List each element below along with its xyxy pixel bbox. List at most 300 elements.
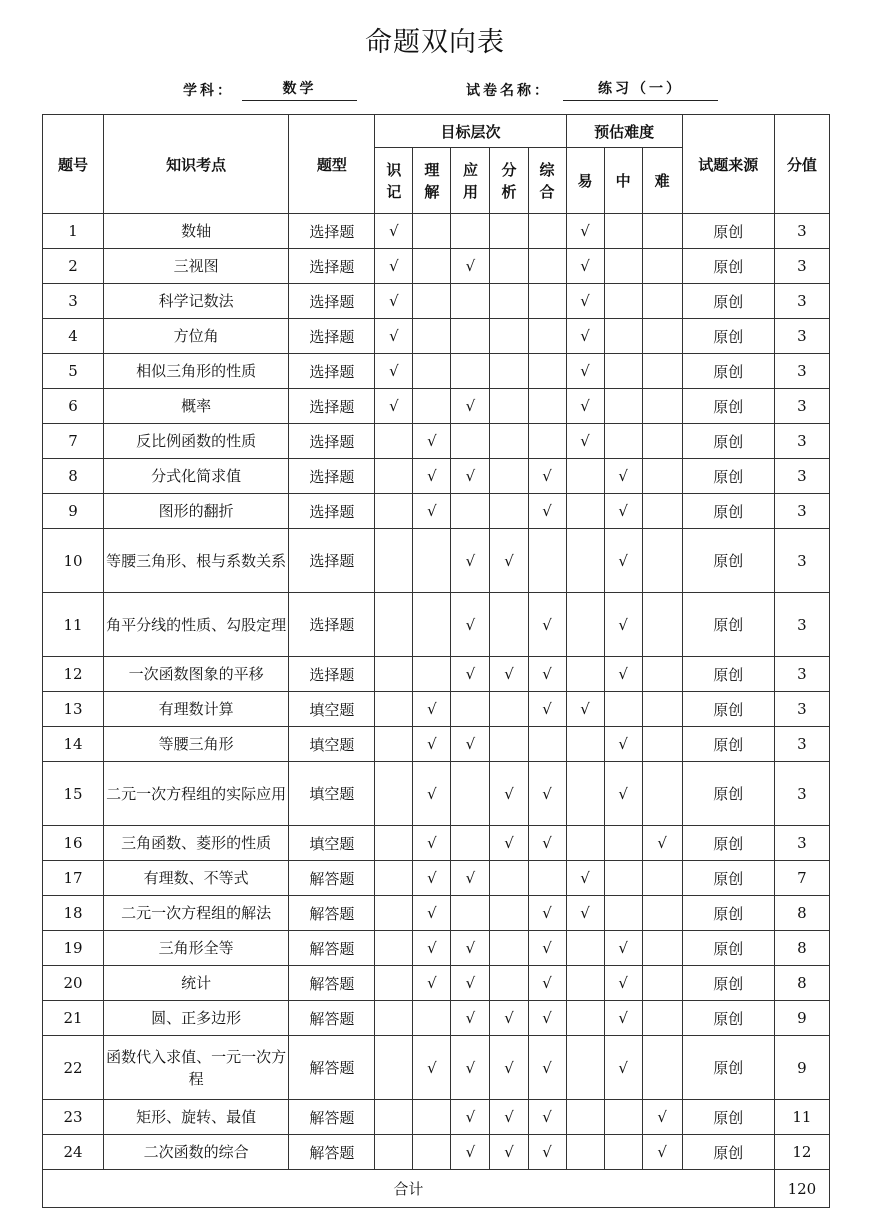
question-type: 填空题 bbox=[289, 762, 375, 826]
level-check-1 bbox=[413, 1135, 451, 1170]
question-score: 3 bbox=[774, 249, 829, 284]
level-check-3 bbox=[490, 861, 528, 896]
level-check-4: √ bbox=[528, 494, 566, 529]
knowledge-point: 等腰三角形 bbox=[104, 727, 289, 762]
difficulty-check-0 bbox=[566, 494, 604, 529]
difficulty-check-2 bbox=[642, 931, 682, 966]
level-check-4: √ bbox=[528, 692, 566, 727]
level-check-3 bbox=[490, 319, 528, 354]
difficulty-check-1: √ bbox=[604, 727, 642, 762]
difficulty-check-0: √ bbox=[566, 389, 604, 424]
level-check-4 bbox=[528, 529, 566, 593]
question-number: 18 bbox=[43, 896, 104, 931]
level-check-2: √ bbox=[451, 1100, 490, 1135]
level-check-4: √ bbox=[528, 762, 566, 826]
question-source: 原创 bbox=[682, 826, 774, 861]
table-row bbox=[43, 319, 830, 354]
question-number: 21 bbox=[43, 1001, 104, 1036]
knowledge-point: 三角函数、菱形的性质 bbox=[104, 826, 289, 861]
level-check-4 bbox=[528, 354, 566, 389]
difficulty-check-2 bbox=[642, 529, 682, 593]
difficulty-check-2 bbox=[642, 896, 682, 931]
level-check-1: √ bbox=[413, 424, 451, 459]
question-type: 解答题 bbox=[289, 1135, 375, 1170]
level-check-2 bbox=[451, 826, 490, 861]
difficulty-check-0 bbox=[566, 826, 604, 861]
level-check-3 bbox=[490, 459, 528, 494]
difficulty-check-1 bbox=[604, 424, 642, 459]
difficulty-check-1 bbox=[604, 861, 642, 896]
question-number: 23 bbox=[43, 1100, 104, 1135]
table-row bbox=[43, 692, 830, 727]
difficulty-check-0 bbox=[566, 1001, 604, 1036]
level-check-2: √ bbox=[451, 727, 490, 762]
subject-label: 学科： bbox=[183, 83, 234, 99]
level-check-0 bbox=[375, 494, 413, 529]
table-row bbox=[43, 593, 830, 657]
question-source: 原创 bbox=[682, 389, 774, 424]
level-check-1: √ bbox=[413, 931, 451, 966]
question-number: 7 bbox=[43, 424, 104, 459]
question-source: 原创 bbox=[682, 1001, 774, 1036]
level-check-3 bbox=[490, 931, 528, 966]
level-check-1 bbox=[413, 389, 451, 424]
level-check-0: √ bbox=[375, 249, 413, 284]
difficulty-check-0: √ bbox=[566, 692, 604, 727]
table-row bbox=[43, 826, 830, 861]
level-check-2: √ bbox=[451, 1001, 490, 1036]
question-number: 24 bbox=[43, 1135, 104, 1170]
question-type: 选择题 bbox=[289, 657, 375, 692]
difficulty-check-0: √ bbox=[566, 214, 604, 249]
difficulty-check-0: √ bbox=[566, 861, 604, 896]
question-type: 选择题 bbox=[289, 214, 375, 249]
header-row-1 bbox=[43, 115, 830, 148]
question-score: 3 bbox=[774, 284, 829, 319]
question-type: 选择题 bbox=[289, 249, 375, 284]
level-check-0 bbox=[375, 424, 413, 459]
question-type: 解答题 bbox=[289, 931, 375, 966]
difficulty-check-0: √ bbox=[566, 424, 604, 459]
header-knowledge: 知识考点 bbox=[104, 115, 289, 214]
question-score: 3 bbox=[774, 657, 829, 692]
level-check-1 bbox=[413, 249, 451, 284]
knowledge-point: 有理数计算 bbox=[104, 692, 289, 727]
level-check-4: √ bbox=[528, 1036, 566, 1100]
difficulty-check-1: √ bbox=[604, 494, 642, 529]
level-check-2: √ bbox=[451, 459, 490, 494]
question-number: 3 bbox=[43, 284, 104, 319]
level-check-0 bbox=[375, 459, 413, 494]
knowledge-point: 有理数、不等式 bbox=[104, 861, 289, 896]
level-check-4: √ bbox=[528, 1100, 566, 1135]
level-check-4: √ bbox=[528, 459, 566, 494]
knowledge-point: 数轴 bbox=[104, 214, 289, 249]
difficulty-check-1 bbox=[604, 896, 642, 931]
difficulty-check-0 bbox=[566, 966, 604, 1001]
difficulty-check-2 bbox=[642, 657, 682, 692]
level-check-3 bbox=[490, 424, 528, 459]
question-number: 13 bbox=[43, 692, 104, 727]
knowledge-point: 方位角 bbox=[104, 319, 289, 354]
level-check-2: √ bbox=[451, 1135, 490, 1170]
level-check-1: √ bbox=[413, 1036, 451, 1100]
difficulty-check-2 bbox=[642, 389, 682, 424]
level-check-3: √ bbox=[490, 762, 528, 826]
question-type: 解答题 bbox=[289, 896, 375, 931]
level-check-3 bbox=[490, 214, 528, 249]
header-num: 题号 bbox=[43, 115, 104, 214]
level-check-2: √ bbox=[451, 593, 490, 657]
level-check-2 bbox=[451, 762, 490, 826]
level-check-0 bbox=[375, 966, 413, 1001]
level-check-3 bbox=[490, 284, 528, 319]
level-check-2 bbox=[451, 692, 490, 727]
level-check-1 bbox=[413, 1100, 451, 1135]
question-source: 原创 bbox=[682, 1036, 774, 1100]
question-score: 3 bbox=[774, 424, 829, 459]
question-type: 选择题 bbox=[289, 593, 375, 657]
difficulty-check-1: √ bbox=[604, 1001, 642, 1036]
difficulty-check-1: √ bbox=[604, 931, 642, 966]
question-type: 选择题 bbox=[289, 424, 375, 459]
question-type: 选择题 bbox=[289, 354, 375, 389]
difficulty-check-2 bbox=[642, 1001, 682, 1036]
level-check-1 bbox=[413, 284, 451, 319]
knowledge-point: 角平分线的性质、勾股定理 bbox=[104, 593, 289, 657]
level-check-2: √ bbox=[451, 389, 490, 424]
table-row bbox=[43, 249, 830, 284]
difficulty-check-2 bbox=[642, 692, 682, 727]
header-diff-hard: 难 bbox=[642, 148, 682, 214]
level-check-1: √ bbox=[413, 966, 451, 1001]
difficulty-check-2 bbox=[642, 762, 682, 826]
knowledge-point: 等腰三角形、根与系数关系 bbox=[104, 529, 289, 593]
question-number: 22 bbox=[43, 1036, 104, 1100]
level-check-2: √ bbox=[451, 966, 490, 1001]
level-check-2: √ bbox=[451, 657, 490, 692]
difficulty-check-2 bbox=[642, 284, 682, 319]
level-check-3 bbox=[490, 896, 528, 931]
level-check-0 bbox=[375, 1001, 413, 1036]
difficulty-check-1 bbox=[604, 389, 642, 424]
question-score: 3 bbox=[774, 826, 829, 861]
question-type: 填空题 bbox=[289, 727, 375, 762]
difficulty-check-1: √ bbox=[604, 657, 642, 692]
page-title: 命题双向表 bbox=[365, 27, 505, 58]
level-check-4 bbox=[528, 861, 566, 896]
question-number: 14 bbox=[43, 727, 104, 762]
question-number: 2 bbox=[43, 249, 104, 284]
table-row bbox=[43, 931, 830, 966]
difficulty-check-2: √ bbox=[642, 1135, 682, 1170]
level-check-0 bbox=[375, 762, 413, 826]
table-row bbox=[43, 459, 830, 494]
difficulty-check-1: √ bbox=[604, 529, 642, 593]
difficulty-check-2 bbox=[642, 966, 682, 1001]
header-source: 试题来源 bbox=[682, 115, 774, 214]
level-check-4: √ bbox=[528, 931, 566, 966]
question-type: 选择题 bbox=[289, 284, 375, 319]
table-row bbox=[43, 494, 830, 529]
level-check-3 bbox=[490, 494, 528, 529]
question-score: 9 bbox=[774, 1001, 829, 1036]
difficulty-check-2: √ bbox=[642, 1100, 682, 1135]
question-source: 原创 bbox=[682, 966, 774, 1001]
difficulty-check-1 bbox=[604, 249, 642, 284]
difficulty-check-1 bbox=[604, 692, 642, 727]
question-score: 3 bbox=[774, 727, 829, 762]
level-check-3: √ bbox=[490, 1001, 528, 1036]
level-check-0: √ bbox=[375, 214, 413, 249]
knowledge-point: 概率 bbox=[104, 389, 289, 424]
knowledge-point: 矩形、旋转、最值 bbox=[104, 1100, 289, 1135]
table-body bbox=[43, 214, 830, 1170]
difficulty-check-0 bbox=[566, 657, 604, 692]
table-row bbox=[43, 861, 830, 896]
level-check-0: √ bbox=[375, 389, 413, 424]
difficulty-check-1: √ bbox=[604, 459, 642, 494]
question-source: 原创 bbox=[682, 762, 774, 826]
level-check-0 bbox=[375, 1100, 413, 1135]
level-check-3 bbox=[490, 389, 528, 424]
knowledge-point: 反比例函数的性质 bbox=[104, 424, 289, 459]
table-row bbox=[43, 966, 830, 1001]
table-row bbox=[43, 354, 830, 389]
level-check-0: √ bbox=[375, 354, 413, 389]
question-score: 3 bbox=[774, 459, 829, 494]
difficulty-check-2 bbox=[642, 861, 682, 896]
question-number: 6 bbox=[43, 389, 104, 424]
difficulty-check-0: √ bbox=[566, 249, 604, 284]
question-number: 8 bbox=[43, 459, 104, 494]
question-source: 原创 bbox=[682, 657, 774, 692]
level-check-2 bbox=[451, 284, 490, 319]
total-score: 120 bbox=[774, 1170, 829, 1208]
header-level-memorize: 识记 bbox=[375, 148, 413, 214]
level-check-2: √ bbox=[451, 931, 490, 966]
question-type: 解答题 bbox=[289, 1100, 375, 1135]
difficulty-check-0 bbox=[566, 1100, 604, 1135]
question-source: 原创 bbox=[682, 727, 774, 762]
level-check-2 bbox=[451, 494, 490, 529]
question-number: 1 bbox=[43, 214, 104, 249]
difficulty-check-2 bbox=[642, 1036, 682, 1100]
level-check-1 bbox=[413, 1001, 451, 1036]
table-row bbox=[43, 214, 830, 249]
header-diff-medium: 中 bbox=[604, 148, 642, 214]
level-check-1: √ bbox=[413, 494, 451, 529]
level-check-4 bbox=[528, 727, 566, 762]
difficulty-check-2 bbox=[642, 593, 682, 657]
knowledge-point: 三视图 bbox=[104, 249, 289, 284]
level-check-0 bbox=[375, 529, 413, 593]
difficulty-check-2: √ bbox=[642, 826, 682, 861]
question-number: 11 bbox=[43, 593, 104, 657]
level-check-3: √ bbox=[490, 1100, 528, 1135]
paper-name-value: 练习（一） bbox=[563, 78, 718, 101]
difficulty-check-2 bbox=[642, 459, 682, 494]
table-row bbox=[43, 896, 830, 931]
question-score: 3 bbox=[774, 529, 829, 593]
difficulty-check-1 bbox=[604, 826, 642, 861]
header-score: 分值 bbox=[774, 115, 829, 214]
header-type: 题型 bbox=[289, 115, 375, 214]
header-level-understand: 理解 bbox=[413, 148, 451, 214]
level-check-0 bbox=[375, 1036, 413, 1100]
difficulty-check-0: √ bbox=[566, 896, 604, 931]
question-type: 选择题 bbox=[289, 319, 375, 354]
level-check-1 bbox=[413, 214, 451, 249]
level-check-4 bbox=[528, 214, 566, 249]
question-source: 原创 bbox=[682, 692, 774, 727]
question-source: 原创 bbox=[682, 214, 774, 249]
question-number: 17 bbox=[43, 861, 104, 896]
question-score: 8 bbox=[774, 931, 829, 966]
question-score: 12 bbox=[774, 1135, 829, 1170]
difficulty-check-0 bbox=[566, 529, 604, 593]
difficulty-check-2 bbox=[642, 494, 682, 529]
question-score: 7 bbox=[774, 861, 829, 896]
difficulty-check-2 bbox=[642, 354, 682, 389]
difficulty-check-0 bbox=[566, 459, 604, 494]
question-source: 原创 bbox=[682, 931, 774, 966]
total-label: 合计 bbox=[43, 1170, 775, 1208]
question-source: 原创 bbox=[682, 1135, 774, 1170]
level-check-0 bbox=[375, 826, 413, 861]
level-check-1: √ bbox=[413, 826, 451, 861]
level-check-4 bbox=[528, 389, 566, 424]
question-score: 3 bbox=[774, 593, 829, 657]
knowledge-point: 圆、正多边形 bbox=[104, 1001, 289, 1036]
table-row bbox=[43, 1001, 830, 1036]
level-check-0 bbox=[375, 1135, 413, 1170]
level-check-0: √ bbox=[375, 319, 413, 354]
difficulty-check-1: √ bbox=[604, 593, 642, 657]
question-score: 3 bbox=[774, 389, 829, 424]
knowledge-point: 相似三角形的性质 bbox=[104, 354, 289, 389]
question-score: 8 bbox=[774, 966, 829, 1001]
difficulty-check-0: √ bbox=[566, 354, 604, 389]
question-type: 解答题 bbox=[289, 1036, 375, 1100]
level-check-0 bbox=[375, 896, 413, 931]
question-source: 原创 bbox=[682, 354, 774, 389]
question-source: 原创 bbox=[682, 861, 774, 896]
question-number: 10 bbox=[43, 529, 104, 593]
question-source: 原创 bbox=[682, 529, 774, 593]
question-type: 选择题 bbox=[289, 494, 375, 529]
table-row bbox=[43, 1100, 830, 1135]
question-type: 解答题 bbox=[289, 1001, 375, 1036]
proposition-table bbox=[42, 114, 830, 1208]
level-check-1 bbox=[413, 354, 451, 389]
knowledge-point: 二元一次方程组的解法 bbox=[104, 896, 289, 931]
level-check-2: √ bbox=[451, 861, 490, 896]
question-score: 8 bbox=[774, 896, 829, 931]
level-check-2 bbox=[451, 214, 490, 249]
header-level-apply: 应用 bbox=[451, 148, 490, 214]
level-check-3: √ bbox=[490, 1036, 528, 1100]
level-check-2: √ bbox=[451, 529, 490, 593]
question-source: 原创 bbox=[682, 896, 774, 931]
level-check-2 bbox=[451, 896, 490, 931]
level-check-1 bbox=[413, 657, 451, 692]
level-check-3 bbox=[490, 692, 528, 727]
subject-value: 数学 bbox=[242, 78, 357, 101]
difficulty-check-0 bbox=[566, 762, 604, 826]
table-row bbox=[43, 657, 830, 692]
question-score: 3 bbox=[774, 494, 829, 529]
question-source: 原创 bbox=[682, 284, 774, 319]
question-type: 填空题 bbox=[289, 826, 375, 861]
header-level-synthesize: 综合 bbox=[528, 148, 566, 214]
difficulty-check-1 bbox=[604, 1135, 642, 1170]
level-check-1: √ bbox=[413, 459, 451, 494]
level-check-3 bbox=[490, 966, 528, 1001]
level-check-3: √ bbox=[490, 529, 528, 593]
difficulty-check-2 bbox=[642, 249, 682, 284]
level-check-3: √ bbox=[490, 1135, 528, 1170]
level-check-4 bbox=[528, 319, 566, 354]
difficulty-check-0 bbox=[566, 593, 604, 657]
level-check-2 bbox=[451, 424, 490, 459]
question-source: 原创 bbox=[682, 459, 774, 494]
difficulty-check-0 bbox=[566, 1036, 604, 1100]
level-check-1: √ bbox=[413, 896, 451, 931]
level-check-4: √ bbox=[528, 657, 566, 692]
question-number: 16 bbox=[43, 826, 104, 861]
level-check-2 bbox=[451, 319, 490, 354]
question-number: 5 bbox=[43, 354, 104, 389]
table-row bbox=[43, 727, 830, 762]
question-number: 9 bbox=[43, 494, 104, 529]
level-check-0 bbox=[375, 692, 413, 727]
level-check-0 bbox=[375, 931, 413, 966]
question-source: 原创 bbox=[682, 424, 774, 459]
difficulty-check-1 bbox=[604, 354, 642, 389]
knowledge-point: 二元一次方程组的实际应用 bbox=[104, 762, 289, 826]
level-check-3: √ bbox=[490, 826, 528, 861]
level-check-3 bbox=[490, 354, 528, 389]
level-check-2: √ bbox=[451, 1036, 490, 1100]
difficulty-check-0 bbox=[566, 1135, 604, 1170]
question-number: 15 bbox=[43, 762, 104, 826]
level-check-4: √ bbox=[528, 896, 566, 931]
level-check-4: √ bbox=[528, 1001, 566, 1036]
knowledge-point: 一次函数图象的平移 bbox=[104, 657, 289, 692]
level-check-1: √ bbox=[413, 762, 451, 826]
level-check-4: √ bbox=[528, 966, 566, 1001]
level-check-0 bbox=[375, 727, 413, 762]
paper-name-label: 试卷名称： bbox=[466, 83, 551, 99]
question-source: 原创 bbox=[682, 249, 774, 284]
question-type: 选择题 bbox=[289, 389, 375, 424]
level-check-4: √ bbox=[528, 826, 566, 861]
level-check-4: √ bbox=[528, 1135, 566, 1170]
question-score: 3 bbox=[774, 762, 829, 826]
question-type: 选择题 bbox=[289, 459, 375, 494]
difficulty-check-1 bbox=[604, 284, 642, 319]
level-check-0 bbox=[375, 593, 413, 657]
difficulty-check-0 bbox=[566, 727, 604, 762]
header-level-analyze: 分析 bbox=[490, 148, 528, 214]
question-number: 19 bbox=[43, 931, 104, 966]
table-row bbox=[43, 1135, 830, 1170]
table-row bbox=[43, 529, 830, 593]
level-check-4: √ bbox=[528, 593, 566, 657]
question-number: 12 bbox=[43, 657, 104, 692]
difficulty-check-1: √ bbox=[604, 762, 642, 826]
